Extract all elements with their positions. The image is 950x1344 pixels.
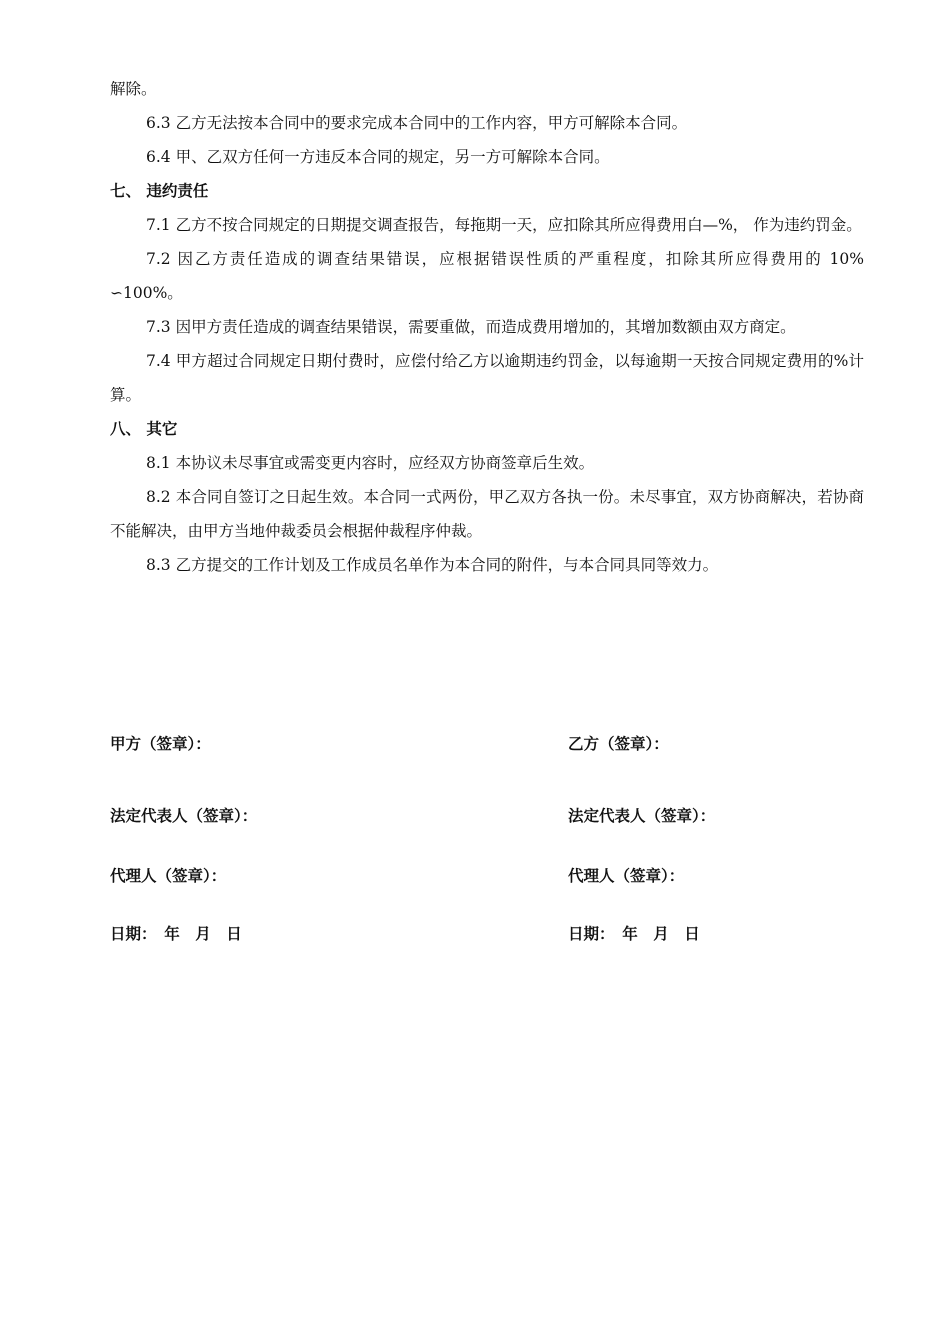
clause-8-2: 8.2 本合同自签订之日起生效。本合同一式两份，甲乙双方各执一份。未尽事宜，双方协商解决，若协商不能解决，由甲方当地仲裁委员会根据仲裁程序仲裁。 (110, 488, 864, 540)
clause-8-1: 8.1 本协议未尽事宜或需变更内容时，应经双方协商签章后生效。 (146, 454, 595, 472)
signature-row-party (110, 732, 864, 762)
clause-6-4: 6.4 甲、乙双方任何一方违反本合同的规定，另一方可解除本合同。 (146, 148, 610, 166)
section-heading-8: 八、 其它 (110, 420, 178, 438)
paragraph-continuation: 解除。 (110, 80, 157, 98)
section-heading-7: 七、 违约责任 (110, 182, 209, 200)
party-a-date-label: 日期： 年 月 日 (110, 925, 242, 943)
party-b-agent-label: 代理人（签章）： (568, 867, 685, 885)
clause-7-3: 7.3 因甲方责任造成的调查结果错误，需要重做，而造成费用增加的，其增加数额由双方商定。 (146, 318, 796, 336)
clause-8-3: 8.3 乙方提交的工作计划及工作成员名单作为本合同的附件，与本合同具同等效力。 (146, 556, 719, 574)
signature-row-date (110, 922, 864, 952)
party-b-representative-label: 法定代表人（签章）： (568, 807, 716, 825)
clause-7-4: 7.4 甲方超过合同规定日期付费时，应偿付给乙方以逾期违约罚金，以每逾期一天按合同规定费用的%计算。 (110, 352, 864, 404)
party-b-date-label: 日期： 年 月 日 (568, 925, 700, 943)
party-a-signature-label: 甲方（签章）： (110, 735, 211, 753)
signature-row-representative (110, 804, 864, 834)
party-a-representative-label: 法定代表人（签章）： (110, 807, 258, 825)
clause-7-1: 7.1 乙方不按合同规定的日期提交调查报告，每拖期一天，应扣除其所应得费用白—%， 作为违约罚金。 (146, 216, 862, 234)
contract-body (110, 72, 864, 582)
clause-7-2: 7.2 因乙方责任造成的调查结果错误，应根据错误性质的严重程度，扣除其所应得费用的 10% ∽100%。 (110, 250, 864, 302)
party-a-agent-label: 代理人（签章）： (110, 867, 227, 885)
clause-6-3: 6.3 乙方无法按本合同中的要求完成本合同中的工作内容，甲方可解除本合同。 (146, 114, 688, 132)
party-b-signature-label: 乙方（签章）： (568, 735, 669, 753)
signature-row-agent (110, 864, 864, 894)
